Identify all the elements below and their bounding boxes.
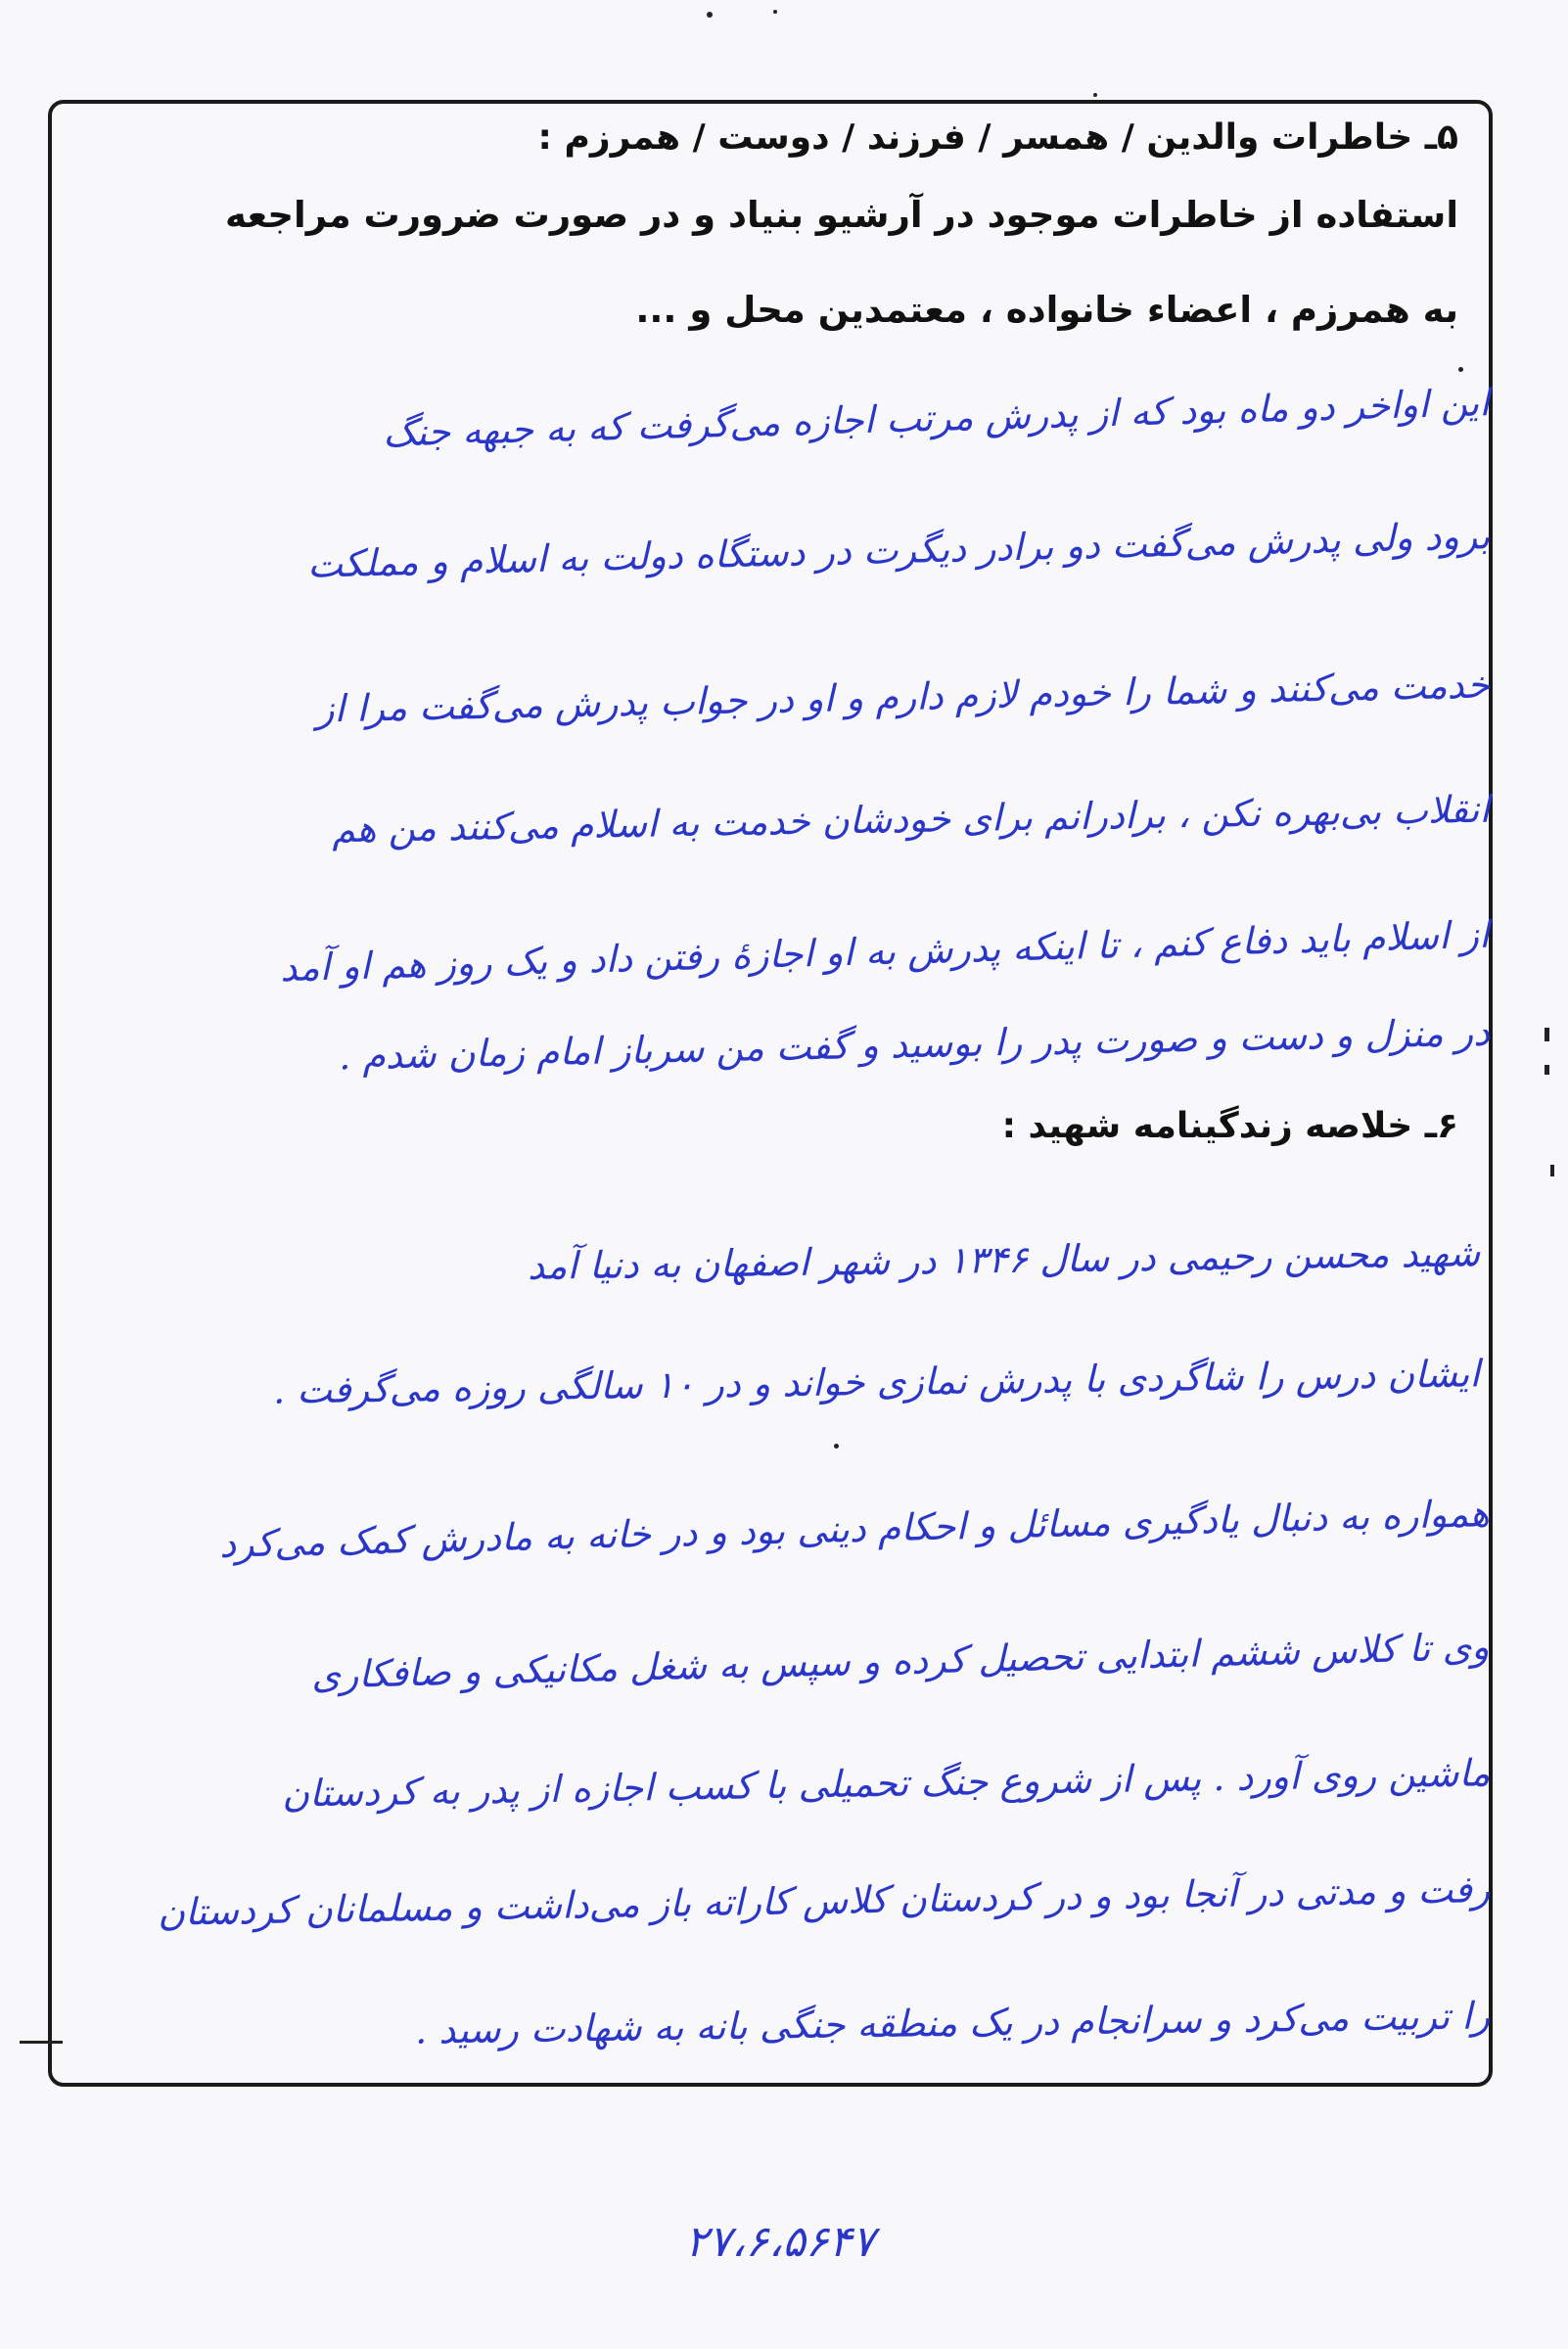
- section5-instruction-line1: استفاده از خاطرات موجود در آرشیو بنیاد و در صورت ضرورت مراجعه: [225, 194, 1458, 236]
- biography-line: ایشان درس را شاگردی با پدرش نمازی خواند و در ۱۰ سالگی روزه می‌گرفت .: [272, 1352, 1481, 1412]
- memory-line: این اواخر دو ماه بود که از پدرش مرتب اجازه می‌گرفت که به جبهه جنگ: [382, 381, 1491, 455]
- scan-speck: [707, 12, 713, 18]
- section5-instruction-line2: به همرزم ، اعضاء خانواده ، معتمدین محل و ...: [635, 289, 1458, 331]
- scan-speck: [1093, 93, 1097, 97]
- footer-handwritten-number: ۲۷،۶،۵۶۴۷: [685, 2217, 875, 2267]
- biography-line: رفت و مدتی در آنجا بود و در کردستان کلاس کاراته باز می‌داشت و مسلمانان کردستان: [157, 1867, 1491, 1934]
- memory-line: انقلاب بی‌بهره نکن ، برادرانم برای خودشان خدمت به اسلام می‌کنند من هم: [331, 787, 1491, 852]
- biography-line: شهید محسن رحیمی در سال ۱۳۴۶ در شهر اصفهان به دنیا آمد: [527, 1231, 1481, 1288]
- margin-dash: [20, 2041, 63, 2044]
- biography-line: همواره به دنبال یادگیری مسائل و احکام دینی بود و در خانه به مادرش کمک می‌کرد: [218, 1492, 1491, 1566]
- biography-line: ماشین روی آورد . پس از شروع جنگ تحمیلی با کسب اجازه از پدر به کردستان: [281, 1751, 1491, 1816]
- scan-speck: [773, 10, 777, 14]
- margin-mark: [1545, 1028, 1549, 1041]
- margin-mark: [1550, 1165, 1554, 1176]
- margin-mark: [1545, 1065, 1549, 1075]
- memory-line: خدمت می‌کنند و شما را خودم لازم دارم و او در جواب پدرش می‌گفت مرا از: [315, 663, 1491, 731]
- section5-heading: ۵ـ خاطرات والدین / همسر / فرزند / دوست / همرزم :: [537, 117, 1458, 158]
- section6-heading: ۶ـ خلاصه زندگینامه شهید :: [1001, 1106, 1458, 1146]
- memory-line: برود ولی پدرش می‌گفت دو برادر دیگرت در دستگاه دولت به اسلام و مملکت: [306, 514, 1491, 586]
- scan-speck: [834, 1444, 839, 1449]
- biography-line: را تربیت می‌کرد و سرانجام در یک منطقه جنگی بانه به شهادت رسید .: [414, 1994, 1491, 2052]
- memory-line: در منزل و دست و صورت پدر را بوسید و گفت من سرباز امام زمان شدم .: [338, 1010, 1491, 1079]
- memory-line: از اسلام باید دفاع کنم ، تا اینکه پدرش به او اجازهٔ رفتن داد و یک روز هم او آمد: [279, 912, 1491, 990]
- scan-speck: [1458, 367, 1463, 372]
- biography-line: وی تا کلاس ششم ابتدایی تحصیل کرده و سپس به شغل مکانیکی و صافکاری: [310, 1625, 1491, 1697]
